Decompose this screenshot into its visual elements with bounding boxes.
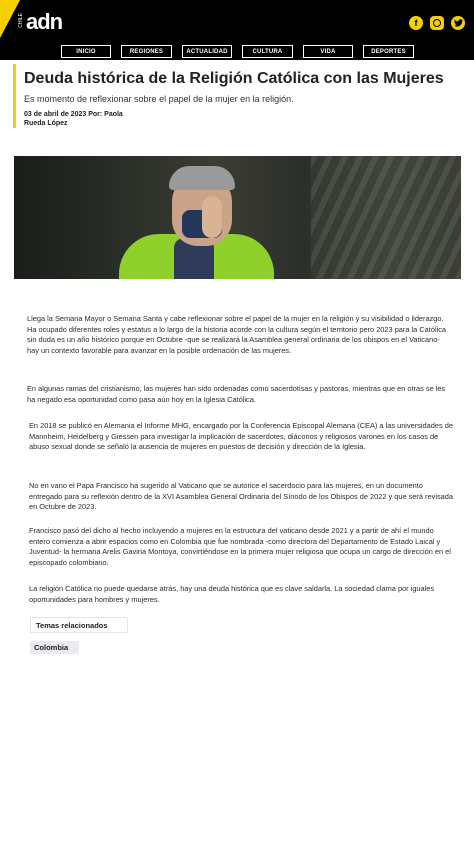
- article-title: Deuda histórica de la Religión Católica con las Mujeres: [24, 70, 444, 87]
- nav-actualidad[interactable]: ACTUALIDAD: [182, 45, 232, 58]
- article-paragraph: No en vano el Papa Francisco ha sugerido al Vaticano que se autorice el sacerdocio para las mujeres, en un documento entregado para su reflexión dentro de la XVI Asamblea General Ordinaria del Sínodo de los Obispos de 2022 y que será revisada en Octubre de 2023.: [29, 481, 453, 512]
- hero-image: [14, 156, 461, 279]
- article-paragraph: En 2018 se publicó en Alemania el Informe MHG, encargado por la Conferencia Episcopal Alemana (CEA) a las universidades de Mannheim, Heidelberg y Giessen para investigar la implicación de sacerdotes, diáconos y religiosos varones en los casos de abuso sexual donde se señaló la ausencia de mujeres en puestos de decisión y dirección de la Iglesia.: [29, 421, 453, 452]
- article-byline: 03 de abril de 2023 Por: Paola Rueda López: [24, 111, 123, 127]
- nav-vida[interactable]: VIDA: [303, 45, 353, 58]
- article-subtitle: Es momento de reflexionar sobre el papel de la mujer en la religión.: [24, 94, 294, 104]
- instagram-icon[interactable]: [430, 16, 444, 30]
- site-header: [0, 0, 474, 60]
- article-header: [13, 64, 453, 128]
- article-paragraph: La religión Católica no puede quedarse atrás, hay una deuda histórica que es clave saldarla. La sociedad clama por iguales oportunidades para hombres y mujeres.: [29, 584, 435, 604]
- twitter-icon[interactable]: [451, 16, 465, 30]
- logo-accent: [0, 0, 20, 38]
- tag-colombia[interactable]: Colombia: [30, 641, 79, 654]
- related-topics-label: Temas relacionados: [30, 617, 128, 633]
- article-paragraph: En algunas ramas del cristianismo, las mujeres han sido ordenadas como sacerdotisas y pastoras, mientras que en otras se les ha negado esa oportunidad como pasa aún hoy en la Iglesia Católica.: [27, 384, 446, 404]
- nav-regiones[interactable]: REGIONES: [121, 45, 172, 58]
- article-paragraph: Francisco pasó del dicho al hecho incluyendo a mujeres en la estructura del vaticano desde 2021 y a partir de ahí el mundo entero comienza a abrir espacios como en Colombia que fue nombrada -como directora del Departamento de Estado Laical y Juventud- la hermana Arelis Gaviria Montoya, convirtiéndose en la primera mujer religiosa que ocupa un cargo de dirección en el episcopado colombiano.: [29, 526, 451, 567]
- nav-deportes[interactable]: DEPORTES: [363, 45, 414, 58]
- nav-inicio[interactable]: INICIO: [61, 45, 111, 58]
- logo-region: CHILE: [18, 13, 24, 28]
- article-paragraph: Llega la Semana Mayor o Semana Santa y cabe reflexionar sobre el papel de la mujer en la religión y su visibilidad o liderazgo. Ha ocupado diferentes roles y estatus a lo largo de la historia acorde con la cultura según el territorio pero 2023 para la Católica sin duda es un año histórico porque en Octubre -que se realizará la Asamblea general ordinaria de los obispos en el Vaticano- hay un contexto favorable para avanzar en la posible ordenación de las mujeres.: [27, 314, 447, 355]
- site-logo[interactable]: adn: [26, 9, 63, 34]
- nav-cultura[interactable]: CULTURA: [242, 45, 293, 58]
- facebook-icon[interactable]: f: [409, 16, 423, 30]
